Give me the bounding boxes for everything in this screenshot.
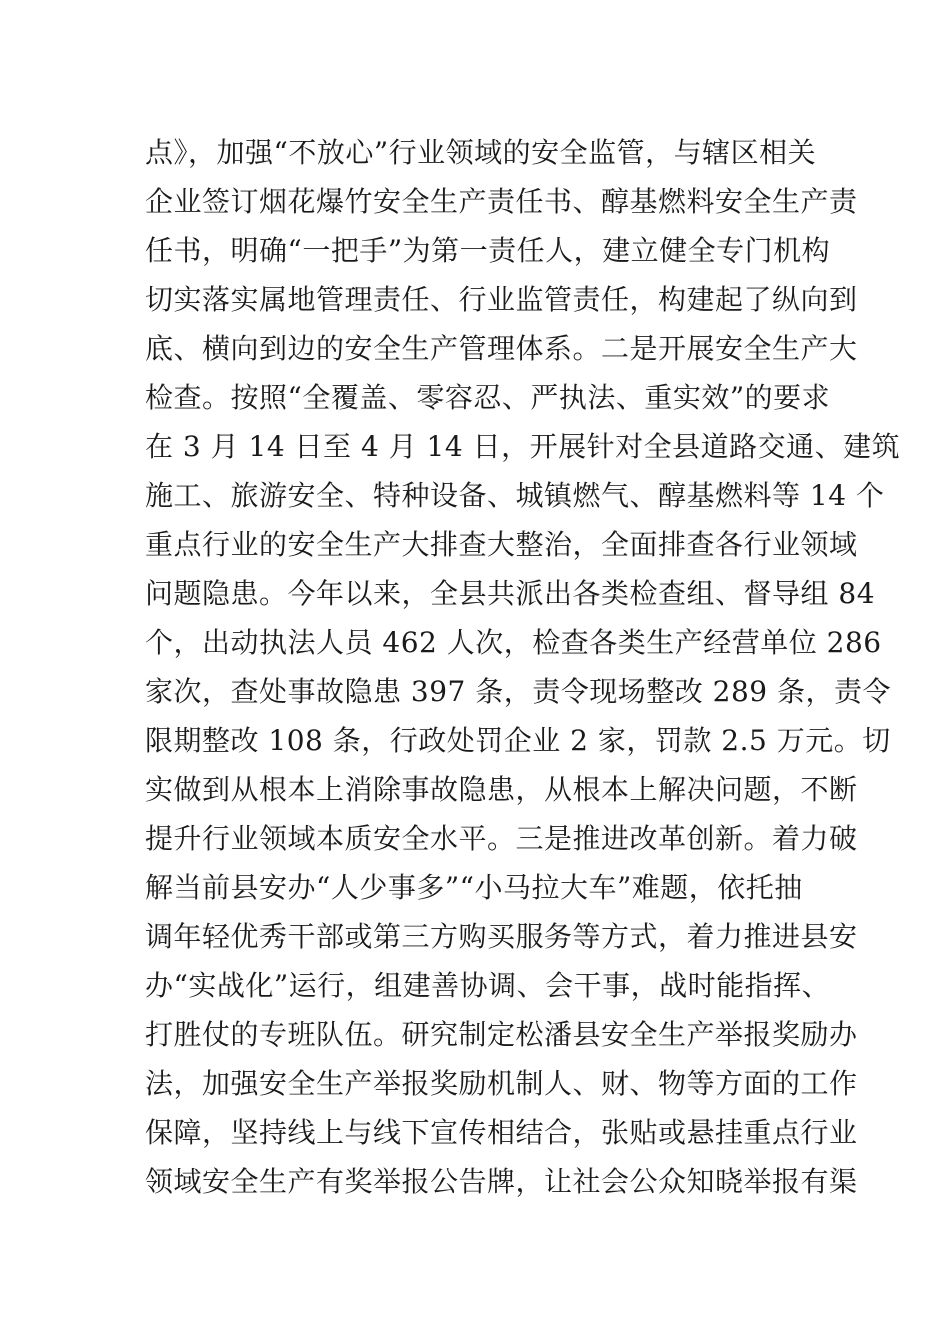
text-line: 法，加强安全生产举报奖励机制人、财、物等方面的工作 (145, 1067, 858, 1100)
text-line: 办“实战化”运行，组建善协调、会干事，战时能指挥、 (145, 969, 831, 1002)
body-paragraph (145, 128, 901, 1206)
text-line: 企业签订烟花爆竹安全生产责任书、醇基燃料安全生产责 (145, 185, 858, 218)
text-line: 家次，查处事故隐患 397 条，责令现场整改 289 条，责令 (145, 675, 891, 708)
text-line: 在 3 月 14 日至 4 月 14 日，开展针对全县道路交通、建筑 (145, 430, 901, 463)
text-line: 保障，坚持线上与线下宣传相结合，张贴或悬挂重点行业 (145, 1116, 858, 1149)
text-line: 调年轻优秀干部或第三方购买服务等方式，着力推进县安 (145, 920, 858, 953)
text-line: 底、横向到边的安全生产管理体系。二是开展安全生产大 (145, 332, 858, 365)
text-line: 解当前县安办“人少事多”“小马拉大车”难题，依托抽 (145, 871, 803, 904)
text-line: 实做到从根本上消除事故隐患，从根本上解决问题，不断 (145, 773, 858, 806)
text-line: 领域安全生产有奖举报公告牌，让社会公众知晓举报有渠 (145, 1165, 858, 1198)
text-line: 问题隐患。今年以来，全县共派出各类检查组、督导组 84 (145, 577, 876, 610)
text-line: 施工、旅游安全、特种设备、城镇燃气、醇基燃料等 14 个 (145, 479, 885, 512)
text-line: 重点行业的安全生产大排查大整治，全面排查各行业领域 (145, 528, 858, 561)
text-line: 点》，加强“不放心”行业领域的安全监管，与辖区相关 (145, 136, 817, 169)
text-line: 切实落实属地管理责任、行业监管责任，构建起了纵向到 (145, 283, 858, 316)
text-line: 任书，明确“一把手”为第一责任人，建立健全专门机构 (145, 234, 831, 267)
text-line: 打胜仗的专班队伍。研究制定松潘县安全生产举报奖励办 (145, 1018, 858, 1051)
text-line: 限期整改 108 条，行政处罚企业 2 家，罚款 2.5 万元。切 (145, 724, 891, 757)
text-line: 检查。按照“全覆盖、零容忍、严执法、重实效”的要求 (145, 381, 831, 414)
text-line: 提升行业领域本质安全水平。三是推进改革创新。着力破 (145, 822, 858, 855)
text-line: 个，出动执法人员 462 人次，检查各类生产经营单位 286 (145, 626, 882, 659)
